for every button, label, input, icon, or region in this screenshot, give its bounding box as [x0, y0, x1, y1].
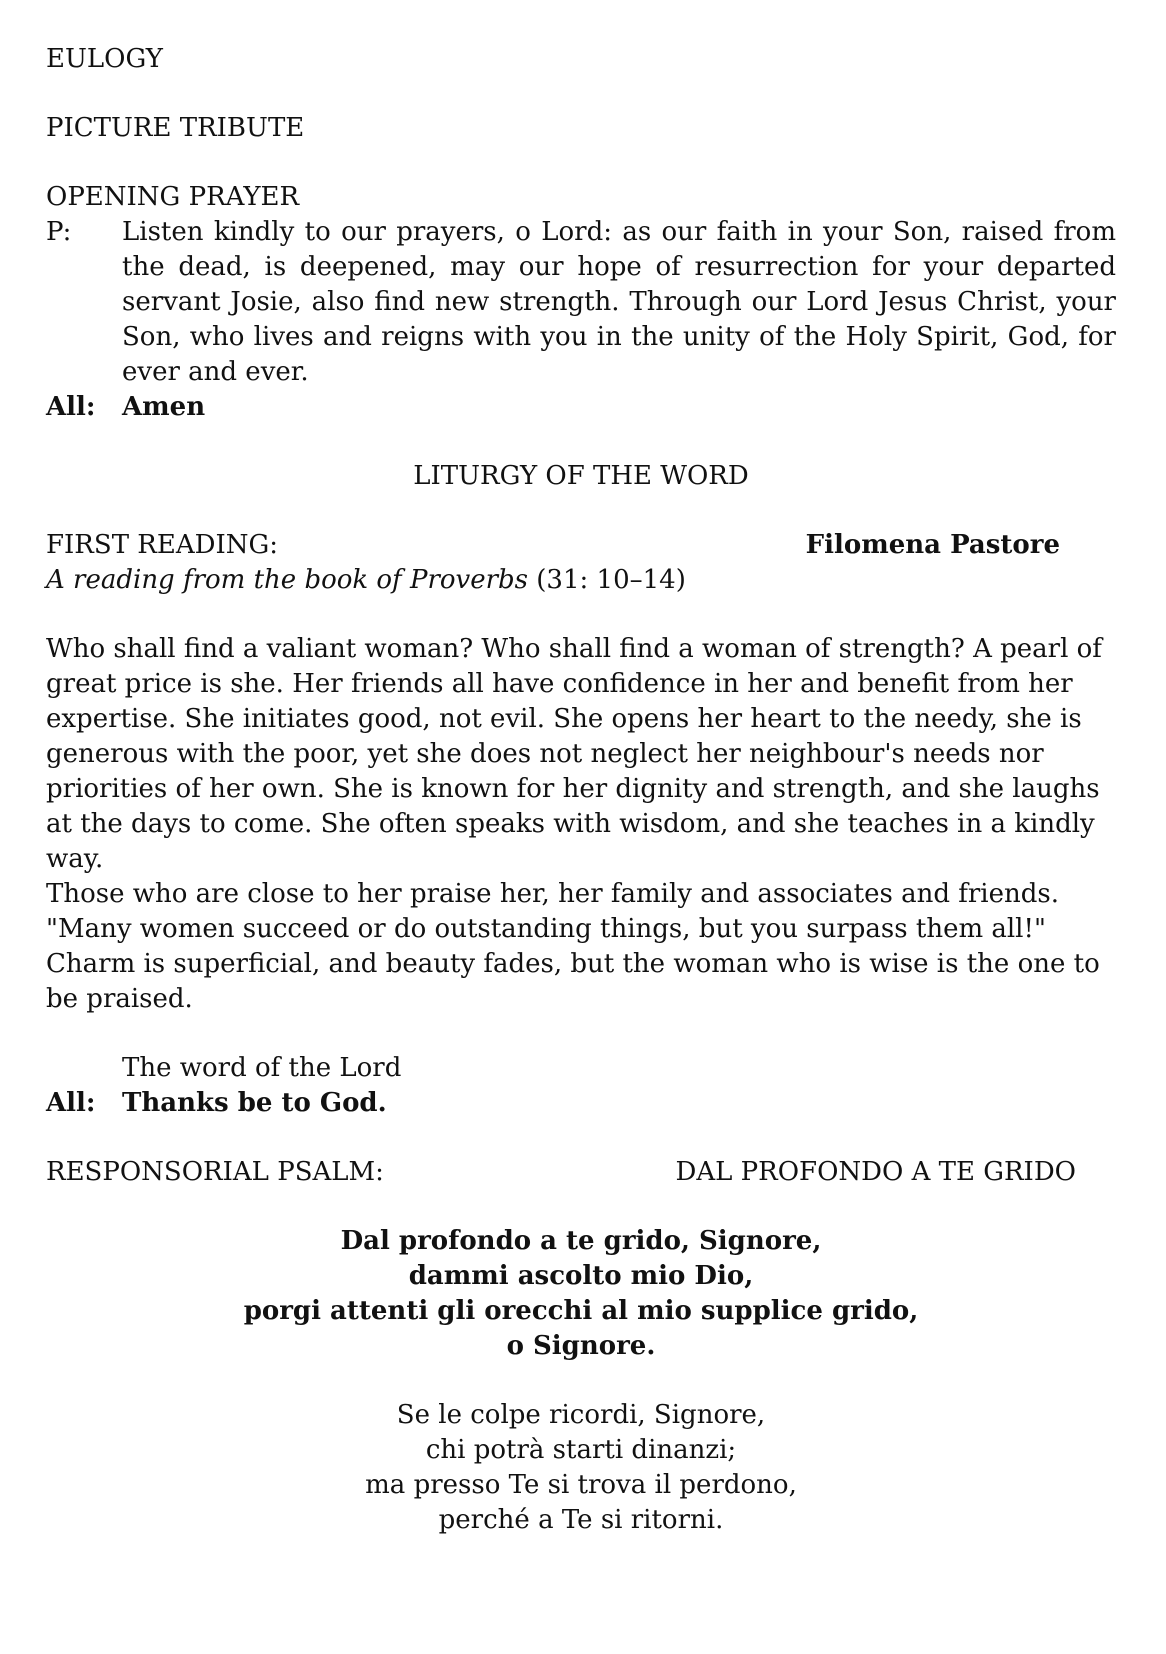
psalm-header — [46, 1155, 1116, 1190]
word-of-lord-text: The word of the Lord — [122, 1053, 402, 1083]
verse-line: perché a Te si ritorni. — [438, 1505, 724, 1535]
reading-paragraph: Who shall find a valiant woman? Who shall find a woman of strength? A pearl of great price is she. Her friends all have confidence in her and benefit from her expertise. She initiates good, not evil. She opens her heart to the needy, she is generous with the poor, yet she does not neglect her neighbour's needs nor priorities of her own. She is known for her dignity and strength, and she laughs at the days to come. She often speaks with wisdom, and she teaches in a kindly way. — [46, 634, 1102, 874]
opening-prayer-heading: OPENING PRAYER — [46, 182, 300, 212]
reading-source-book: A reading from the book of Proverbs — [46, 565, 529, 595]
refrain-line: Dal profondo a te grido, Signore, — [340, 1226, 822, 1256]
first-reading-header — [46, 528, 1116, 563]
psalm-heading: RESPONSORIAL PSALM: — [46, 1157, 384, 1187]
reading-line: "Many women succeed or do outstanding things, but you surpass them all!" — [46, 914, 1046, 944]
first-reading-heading: FIRST READING: — [46, 530, 279, 560]
picture-tribute-heading: PICTURE TRIBUTE — [46, 113, 305, 143]
reading-line: Those who are close to her praise her, her family and associates and friends. — [46, 879, 1059, 909]
order-of-service-page — [46, 42, 1116, 1538]
refrain-line: dammi ascolto mio Dio, — [408, 1261, 754, 1291]
priest-label: P: — [46, 217, 72, 247]
all-response-text: Amen — [122, 392, 206, 422]
verse-line: Se le colpe ricordi, Signore, — [396, 1400, 766, 1430]
refrain-line: porgi attenti gli orecchi al mio supplice grido, — [243, 1296, 919, 1326]
word-of-lord — [46, 1051, 1116, 1086]
eulogy-heading: EULOGY — [46, 44, 163, 74]
reading-line: Charm is superficial, and beauty fades, but the woman who is wise is the one to be praised. — [46, 949, 1100, 1014]
all-response — [46, 390, 1116, 425]
liturgy-heading: LITURGY OF THE WORD — [413, 461, 749, 491]
psalm-verse — [46, 1398, 1116, 1538]
psalm-title: DAL PROFONDO A TE GRIDO — [675, 1157, 1076, 1187]
reading-source — [46, 563, 1116, 598]
reader-name: Filomena Pastore — [805, 530, 1060, 560]
all-label: All: — [46, 1088, 96, 1118]
refrain-line: o Signore. — [506, 1331, 656, 1361]
priest-prayer — [46, 215, 1116, 390]
all-label: All: — [46, 392, 96, 422]
psalm-refrain — [46, 1224, 1116, 1364]
reading-response-text: Thanks be to God. — [122, 1088, 387, 1118]
reading-source-ref: (31: 10–14) — [528, 565, 686, 595]
verse-line: chi potrà starti dinanzi; — [425, 1435, 737, 1465]
priest-prayer-text: Listen kindly to our prayers, o Lord: as our faith in your Son, raised from the dead, is deepened, may our hope of resurrection for your departed servant Josie, also find new strength. Through our Lord Jesus Christ, your Son, who lives and reigns with you in the unity of the Holy Spirit, God, for ever and ever. — [122, 217, 1116, 387]
reading-text — [46, 632, 1116, 1017]
reading-response — [46, 1086, 1116, 1121]
verse-line: ma presso Te si trova il perdono, — [365, 1470, 797, 1500]
